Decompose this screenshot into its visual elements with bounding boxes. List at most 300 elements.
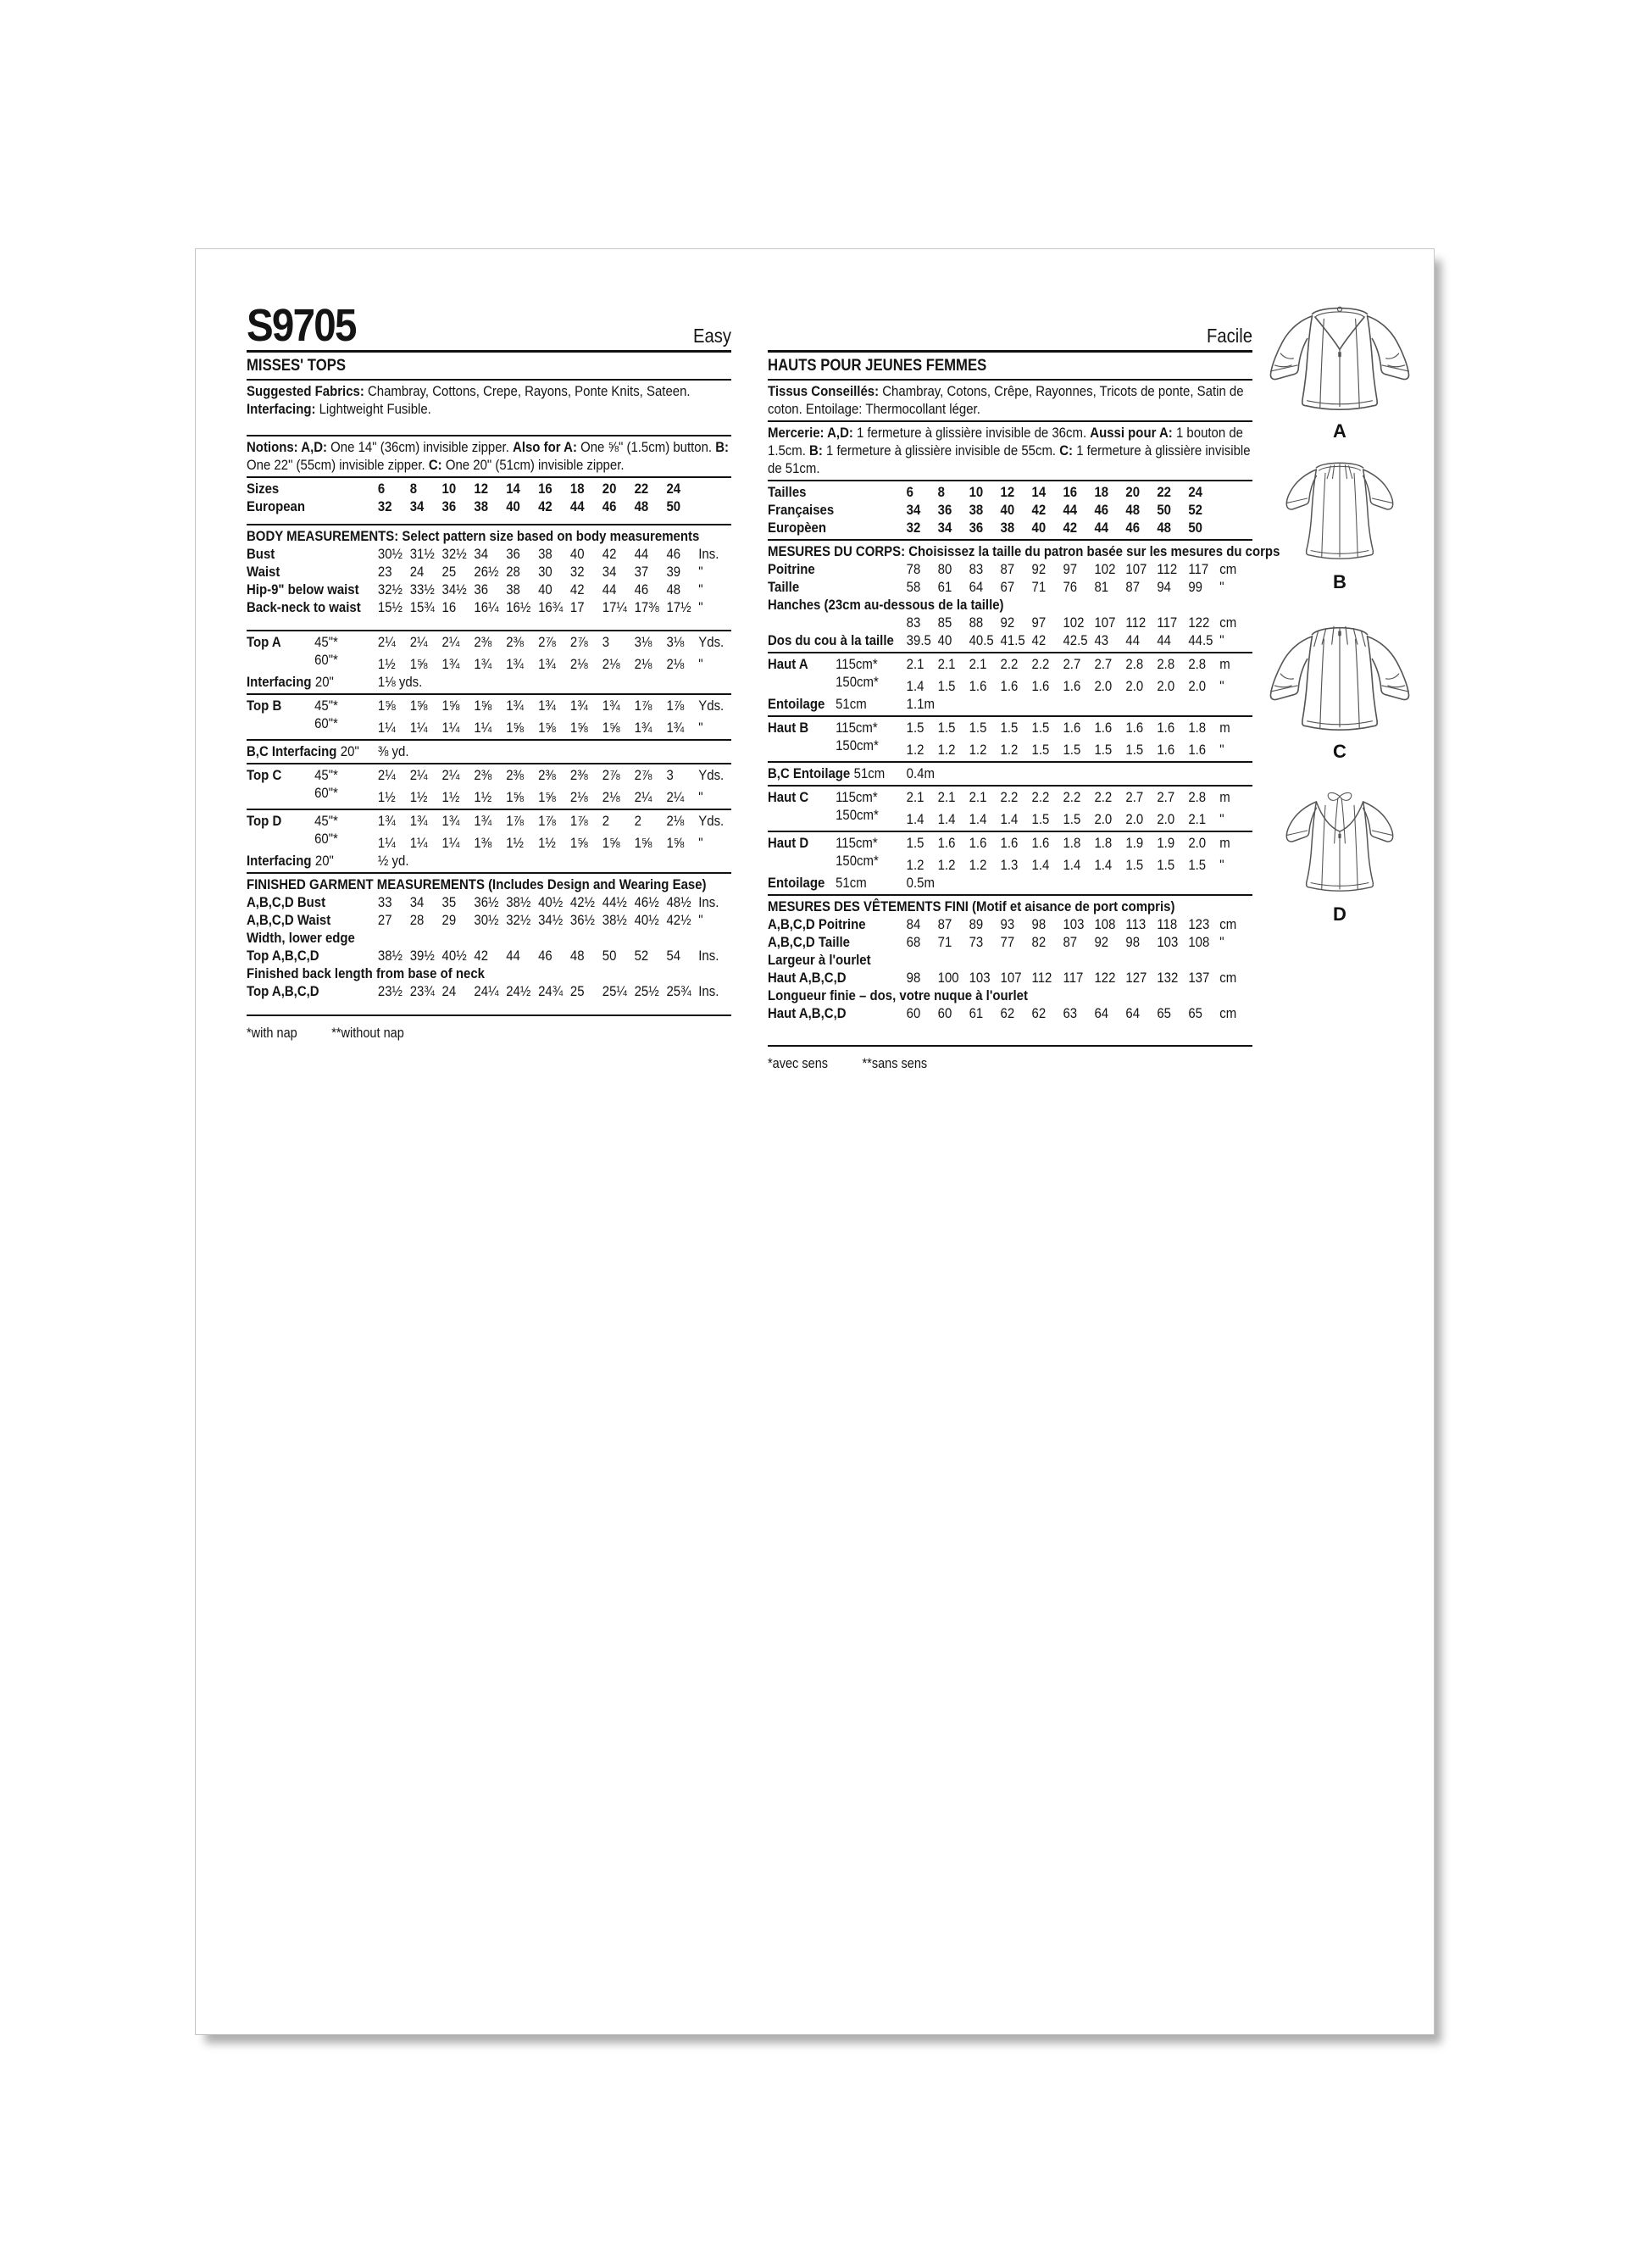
cell-value: 25½: [634, 983, 659, 999]
bold-run: Also for A:: [513, 439, 577, 455]
fabric-width-spec: 150cm*: [836, 737, 879, 753]
unit-label: ": [698, 912, 703, 928]
cell-value: 24½: [506, 983, 531, 999]
section-mesures-du-corps: [768, 539, 1280, 652]
row-label: B,C Interfacing: [247, 743, 337, 759]
cell-value: 42: [602, 546, 617, 562]
cell-value: 40½: [538, 894, 564, 910]
cell-value: 2.2: [1031, 789, 1050, 805]
cell-value: 1¾: [569, 698, 588, 714]
cell-value: 87: [1000, 561, 1015, 577]
row-value: 1.1m: [906, 696, 935, 712]
table-row: [247, 911, 731, 929]
cell-value: 1.5: [1188, 857, 1207, 873]
cell-value: 32½: [441, 546, 467, 562]
cell-value: 2.0: [1094, 678, 1113, 694]
table-row: [247, 633, 731, 651]
cell-value: 3⅛: [634, 634, 652, 650]
cell-value: 1⅝: [538, 789, 556, 805]
bold-run: Notions: A,D:: [247, 439, 328, 455]
cell-value: 48: [634, 498, 649, 514]
cell-value: 94: [1157, 579, 1172, 595]
row-label: Bust: [247, 546, 275, 562]
text-run: Lightweight Fusible.: [315, 401, 431, 417]
cell-value: 1.8: [1188, 720, 1207, 736]
cell-value: 2.7: [1125, 789, 1144, 805]
cell-value: 1¼: [474, 720, 492, 736]
cell-value: 2¼: [409, 767, 428, 783]
table-row: [768, 631, 1252, 649]
cell-value: 117: [1063, 970, 1084, 986]
cell-value: 46½: [634, 894, 659, 910]
table-row: [247, 598, 731, 616]
cell-value: 40: [1031, 520, 1047, 536]
table-row: [247, 651, 731, 673]
cell-value: 98: [906, 970, 921, 986]
unit-label: Ins.: [698, 948, 719, 964]
cell-value: 26½: [474, 564, 499, 580]
row-label-zone: [247, 982, 378, 1000]
pattern-envelope-back-page: [195, 248, 1435, 2035]
unit-label: ": [698, 564, 703, 580]
cell-value: 2.0: [1125, 678, 1144, 694]
cell-value: 32½: [377, 581, 403, 598]
cell-value: 17¼: [602, 599, 627, 615]
cell-value: 2.8: [1188, 789, 1207, 805]
cell-value: 2.1: [969, 789, 987, 805]
cell-value: 71: [1031, 579, 1047, 595]
cell-value: 2.0: [1094, 811, 1113, 827]
row-label: Haut A,B,C,D: [768, 970, 847, 986]
cell-value: 42: [474, 948, 489, 964]
section-tissus: [768, 381, 1252, 420]
column-heading-fr: HAUTS POUR JEUNES FEMMES: [768, 353, 1252, 381]
cell-value: 1.3: [1000, 857, 1019, 873]
cell-value: 48: [1125, 502, 1141, 518]
row-label: Entoilage: [768, 696, 825, 712]
fabric-width-spec: 51cm: [836, 696, 867, 712]
cell-value: 112: [1125, 614, 1147, 631]
row-label: Hip-9" below waist: [247, 581, 359, 598]
cell-value: 42: [538, 498, 552, 514]
section-haut-c: [768, 785, 1252, 831]
cell-value: 92: [1000, 614, 1015, 631]
cell-value: 113: [1125, 916, 1147, 932]
row-label-zone: [768, 695, 907, 713]
row-label-zone: [247, 697, 378, 714]
cell-value: 39: [666, 564, 681, 580]
table-row: [768, 834, 1252, 852]
cell-value: 1½: [409, 789, 428, 805]
unit-label: ": [698, 656, 703, 672]
row-label: Interfacing: [247, 674, 312, 690]
row-label-zone: [247, 563, 378, 581]
row-value: 0.4m: [906, 765, 935, 781]
cell-value: 36: [506, 546, 520, 562]
cell-value: 1⅝: [569, 720, 588, 736]
cell-value: 112: [1157, 561, 1178, 577]
cell-value: 52: [634, 948, 649, 964]
section-tailles: [768, 480, 1252, 539]
cell-value: 92: [1031, 561, 1047, 577]
cell-value: 1⅝: [602, 835, 620, 851]
text-run: 1 bouton de 1.5cm.: [768, 425, 1243, 459]
cell-value: 38: [969, 502, 984, 518]
cell-value: 1.5: [1125, 742, 1144, 758]
cell-value: 28: [506, 564, 520, 580]
cell-value: 1.4: [969, 811, 987, 827]
cell-value: 48½: [666, 894, 691, 910]
cell-value: 32: [569, 564, 585, 580]
fabric-width-spec: 60"*: [314, 831, 338, 847]
cell-value: 100: [937, 970, 959, 986]
fabric-width-spec: 51cm: [853, 765, 886, 781]
cell-value: 1.5: [1063, 811, 1081, 827]
cell-value: 76: [1063, 579, 1078, 595]
cell-value: 10: [969, 484, 984, 500]
section-haut-a: [768, 652, 1252, 715]
cell-value: 1.2: [937, 742, 956, 758]
cell-value: 1⅝: [409, 698, 428, 714]
cell-value: 43: [1094, 632, 1109, 648]
cell-value: 34½: [538, 912, 564, 928]
cell-value: 2¼: [634, 789, 652, 805]
row-label-zone: [768, 673, 907, 691]
text-run: Chambray, Cotons, Crêpe, Rayonnes, Tricots de ponte, Satin de coton. Entoilage: Thermocollant léger.: [768, 383, 1244, 417]
cell-value: 17½: [666, 599, 691, 615]
row-label: Haut A: [768, 656, 808, 672]
table-row: [768, 655, 1252, 673]
table-row: [768, 737, 1252, 759]
row-label: Waist: [247, 564, 280, 580]
row-label-zone: [247, 545, 378, 563]
fabric-width-spec: 115cm*: [836, 789, 878, 805]
column-heading-en: MISSES' TOPS: [247, 353, 731, 381]
row-label-zone: [247, 498, 378, 515]
cell-value: 123: [1188, 916, 1210, 932]
garment-d-figure: [1257, 787, 1423, 926]
row-label-zone: [768, 852, 907, 870]
cell-value: 1.2: [906, 742, 924, 758]
french-sections: [768, 381, 1280, 1075]
section-heading: MESURES DU CORPS: Choisissez la taille du patron basée sur les mesures du corps: [768, 543, 1280, 559]
fabric-width-spec: 60"*: [314, 652, 338, 668]
table-row: [768, 719, 1252, 737]
cell-value: 1.8: [1063, 835, 1081, 851]
unit-label: ": [1219, 678, 1224, 694]
cell-value: 1¼: [441, 835, 460, 851]
row-label-zone: [247, 651, 378, 669]
table-row: [768, 501, 1252, 519]
cell-value: 2.1: [937, 789, 956, 805]
cell-value: 1⅝: [377, 698, 396, 714]
cell-value: 25: [441, 564, 457, 580]
cell-value: 85: [937, 614, 952, 631]
unit-label: cm: [1219, 1005, 1237, 1021]
cell-value: 1¾: [474, 813, 492, 829]
fabric-width-spec: 150cm*: [836, 853, 879, 869]
row-label: B,C Entoilage: [768, 765, 851, 781]
row-label: Top A: [247, 634, 281, 650]
unit-label: ": [698, 720, 703, 736]
cell-value: 1½: [377, 789, 396, 805]
cell-value: 132: [1157, 970, 1179, 986]
cell-value: 34: [602, 564, 617, 580]
cell-value: 103: [1063, 916, 1085, 932]
footnote: [247, 1018, 731, 1042]
paragraph: [247, 382, 731, 418]
pattern-number: S9705: [247, 300, 356, 352]
cell-value: 2⅜: [474, 634, 492, 650]
bold-run: Tissus Conseillés:: [768, 383, 880, 399]
cell-value: 67: [1000, 579, 1015, 595]
table-row: [768, 483, 1252, 501]
table-row: [768, 852, 1252, 874]
unit-label: ": [1219, 857, 1224, 873]
cell-value: 127: [1125, 970, 1147, 986]
cell-value: 42: [1031, 502, 1047, 518]
cell-value: 40: [1000, 502, 1015, 518]
row-label: A,B,C,D Waist: [247, 912, 331, 928]
cell-value: 34: [906, 502, 921, 518]
cell-value: 2.1: [906, 789, 924, 805]
cell-value: 60: [906, 1005, 921, 1021]
section-top-c: [247, 763, 731, 809]
unit-label: Ins.: [698, 546, 719, 562]
fabric-width-spec: 45"*: [314, 767, 338, 783]
table-row: [247, 784, 731, 806]
cell-value: 2⅞: [538, 634, 556, 650]
bold-run: Interfacing:: [247, 401, 316, 417]
cell-value: 14: [1031, 484, 1047, 500]
cell-value: 1½: [377, 656, 396, 672]
cell-value: 23½: [377, 983, 403, 999]
section-fabrics: [247, 381, 731, 435]
unit-label: Yds.: [698, 813, 725, 829]
row-label-zone: [768, 501, 907, 519]
cell-value: 1¾: [506, 698, 525, 714]
row-label-zone: [247, 766, 378, 784]
cell-value: 8: [937, 484, 945, 500]
fabric-width-spec: 60"*: [314, 785, 338, 801]
cell-value: 36: [441, 498, 457, 514]
cell-value: 48: [666, 581, 681, 598]
cell-value: 40: [937, 632, 952, 648]
cell-value: 50: [1157, 502, 1172, 518]
unit-label: m: [1219, 720, 1230, 736]
cell-value: 52: [1188, 502, 1202, 518]
cell-value: 1.4: [1031, 857, 1050, 873]
row-label: Europèen: [768, 520, 826, 536]
cell-value: 2.7: [1157, 789, 1175, 805]
cell-value: 54: [666, 948, 681, 964]
cell-value: 30½: [377, 546, 403, 562]
row-label-zone: [768, 969, 907, 987]
cell-value: 2: [602, 813, 610, 829]
bold-run: Suggested Fabrics:: [247, 383, 364, 399]
cell-value: 2⅜: [569, 767, 588, 783]
cell-value: 2.1: [906, 656, 924, 672]
fabric-width-spec: 45"*: [314, 698, 338, 714]
cell-value: 1⅜: [474, 835, 492, 851]
row-label-zone: [768, 737, 907, 754]
cell-value: 1.5: [1125, 857, 1144, 873]
cell-value: 1¾: [506, 656, 525, 672]
cell-value: 34: [409, 498, 425, 514]
bold-run: B:: [715, 439, 730, 455]
unit-label: ": [1219, 632, 1224, 648]
cell-value: 15½: [377, 599, 403, 615]
cell-value: 71: [937, 934, 952, 950]
table-row: [768, 695, 1252, 713]
table-row: [247, 714, 731, 737]
cell-value: 1¼: [409, 835, 428, 851]
row-label: [768, 806, 836, 824]
cell-value: 2.1: [937, 656, 956, 672]
section-bc-entoilage: [768, 761, 1252, 785]
cell-value: 1.6: [937, 835, 956, 851]
row-label-zone: [768, 519, 907, 536]
cell-value: 40½: [441, 948, 467, 964]
cell-value: 2⅞: [634, 767, 652, 783]
row-label-zone: [768, 631, 907, 649]
cell-value: 1⅝: [538, 720, 556, 736]
section-sizes: [247, 476, 731, 524]
section-bc-interfacing: [247, 739, 731, 763]
unit-label: Yds.: [698, 634, 725, 650]
section-footnote: [768, 1045, 1252, 1075]
cell-value: 78: [906, 561, 921, 577]
cell-value: 1.4: [1094, 857, 1113, 873]
row-label-zone: [768, 788, 907, 806]
garment-b-figure: [1257, 454, 1423, 593]
cell-value: 38½: [602, 912, 627, 928]
cell-value: 103: [969, 970, 991, 986]
row-label-zone: [247, 852, 378, 870]
table-row: [247, 766, 731, 784]
cell-value: 1⅝: [634, 835, 652, 851]
cell-value: 1.4: [906, 811, 924, 827]
cell-value: 1.6: [1000, 835, 1019, 851]
cell-value: 2⅜: [474, 767, 492, 783]
cell-value: 2⅛: [634, 656, 652, 672]
cell-value: 36½: [569, 912, 596, 928]
cell-value: 2⅜: [538, 767, 556, 783]
row-label: Top A,B,C,D: [247, 948, 319, 964]
cell-value: 39½: [409, 948, 435, 964]
cell-value: 2.2: [1031, 656, 1050, 672]
cell-value: 31½: [409, 546, 435, 562]
row-label-zone: [768, 578, 907, 596]
cell-value: 1¾: [474, 656, 492, 672]
cell-value: 44.5: [1188, 632, 1213, 648]
cell-value: 1.5: [937, 720, 956, 736]
row-label: Top B: [247, 698, 282, 714]
cell-value: 16: [441, 599, 457, 615]
cell-value: 93: [1000, 916, 1015, 932]
cell-value: 1.5: [937, 678, 956, 694]
cell-value: 10: [441, 481, 457, 497]
cell-value: 32: [906, 520, 921, 536]
row-label-zone: [768, 560, 907, 578]
cell-value: 117: [1188, 561, 1209, 577]
english-sections: [247, 381, 731, 1044]
bold-run: B:: [809, 442, 823, 459]
cell-value: 1.6: [969, 678, 987, 694]
table-row: [768, 806, 1252, 828]
cell-value: 107: [1094, 614, 1116, 631]
title-bar-fr: [768, 293, 1252, 353]
cell-value: 48: [1157, 520, 1172, 536]
garment-d-label: D: [1333, 903, 1346, 925]
cell-value: 41.5: [1000, 632, 1025, 648]
cell-value: 2⅛: [569, 789, 588, 805]
cell-value: 63: [1063, 1005, 1078, 1021]
unit-label: Ins.: [698, 894, 719, 910]
cell-value: 1.5: [1031, 720, 1050, 736]
unit-label: Yds.: [698, 767, 725, 783]
cell-value: 99: [1188, 579, 1202, 595]
cell-value: 2.1: [1188, 811, 1207, 827]
cell-value: 42.5: [1063, 632, 1088, 648]
cell-value: 60: [937, 1005, 952, 1021]
cell-value: 1.2: [969, 857, 987, 873]
cell-value: 36: [969, 520, 984, 536]
cell-value: 1.6: [1125, 720, 1144, 736]
cell-value: 1¼: [377, 720, 396, 736]
row-label: A,B,C,D Taille: [768, 934, 850, 950]
cell-value: 38: [538, 546, 552, 562]
cell-value: 32: [377, 498, 392, 514]
cell-value: 2.2: [1000, 656, 1019, 672]
row-label: Haut B: [768, 720, 809, 736]
cell-value: 39.5: [906, 632, 931, 648]
section-notions: [247, 435, 731, 476]
bold-run: C:: [1059, 442, 1074, 459]
cell-value: 44: [1125, 632, 1141, 648]
cell-value: 2.1: [969, 656, 987, 672]
cell-value: 40: [506, 498, 520, 514]
fabric-width-spec: 20": [314, 853, 334, 869]
cell-value: 6: [906, 484, 914, 500]
cell-value: 102: [1063, 614, 1085, 631]
cell-value: 44: [634, 546, 649, 562]
row-label-zone: [247, 480, 378, 498]
cell-value: 20: [602, 481, 617, 497]
table-row: [768, 874, 1252, 892]
cell-value: 80: [937, 561, 952, 577]
row-label: [247, 830, 314, 848]
row-value: 0.5m: [906, 875, 935, 891]
row-label: Françaises: [768, 502, 835, 518]
section-footnote: [247, 1014, 731, 1044]
cell-value: 6: [377, 481, 386, 497]
table-row: [247, 742, 731, 760]
cell-value: 16¾: [538, 599, 564, 615]
table-row: [247, 581, 731, 598]
cell-value: 2⅛: [666, 813, 685, 829]
cell-value: 16¼: [474, 599, 499, 615]
row-label: [247, 784, 314, 802]
fabric-width-spec: 20": [340, 743, 359, 759]
cell-value: 40: [538, 581, 552, 598]
cell-value: 2.0: [1188, 835, 1207, 851]
row-label: Poitrine: [768, 561, 815, 577]
cell-value: 18: [569, 481, 585, 497]
cell-value: 1.2: [906, 857, 924, 873]
row-label-zone: [247, 947, 378, 964]
cell-value: 98: [1031, 916, 1047, 932]
